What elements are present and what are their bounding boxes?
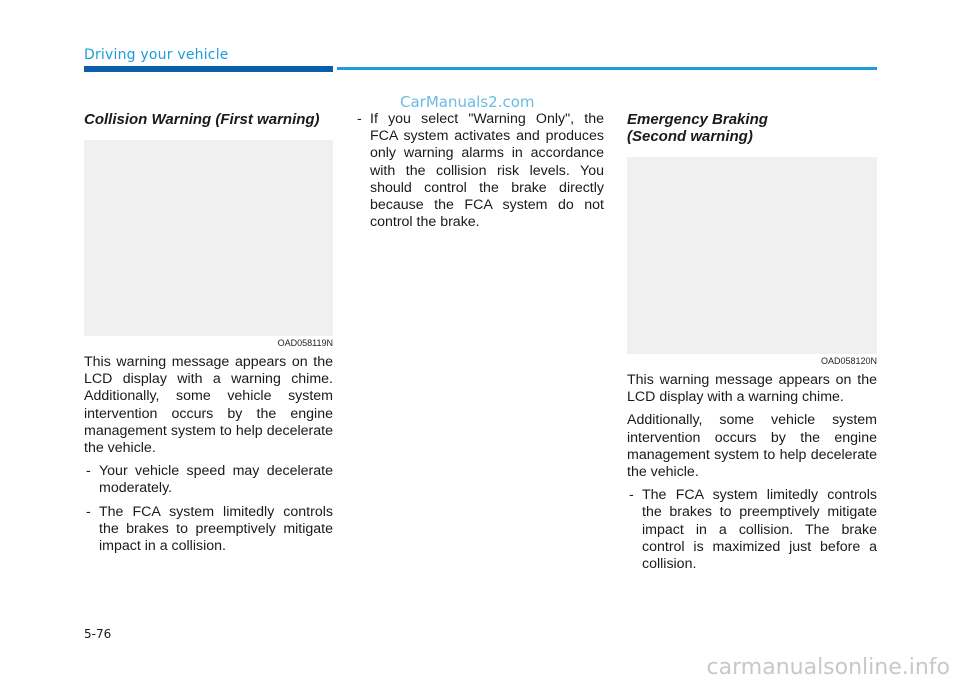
list-item	[627, 487, 877, 573]
column-2	[355, 111, 604, 237]
header-rule-light	[337, 67, 877, 70]
list-item-text: Your vehicle speed may decelerate moderately.	[99, 463, 333, 497]
collision-warning-paragraph: This warning message appears on the LCD display with a warning chime. Additionally, some vehicle system intervention occurs by the engine management system to help decelerate the vehicle.	[84, 354, 333, 457]
dash-marker: -	[86, 463, 91, 480]
dash-marker: -	[629, 487, 634, 504]
collision-warning-image	[84, 140, 333, 348]
heading-line-2: (Second warning)	[627, 128, 753, 145]
image-caption: OAD058120N	[820, 356, 877, 366]
emergency-braking-heading	[627, 111, 877, 145]
section-title: Driving your vehicle	[84, 47, 229, 63]
column-1	[84, 111, 333, 561]
collision-warning-heading: Collision Warning (First warning)	[84, 111, 320, 128]
dash-marker: -	[357, 111, 362, 127]
collision-warning-list	[84, 463, 333, 555]
emergency-braking-list	[627, 487, 877, 573]
heading-line-1: Emergency Braking	[627, 111, 768, 128]
emergency-braking-paragraph-2: Additionally, some vehicle system intervention occurs by the engine management system to help decelerate the vehicle.	[627, 412, 877, 481]
warning-only-list	[355, 111, 604, 231]
header-rule-dark	[84, 66, 333, 72]
page-number: 5-76	[84, 627, 112, 641]
image-caption: OAD058119N	[277, 338, 333, 348]
list-item	[84, 463, 333, 497]
watermark-bottom[interactable]: carmanualsonline.info	[706, 655, 950, 680]
emergency-braking-image	[627, 157, 877, 366]
list-item-text: The FCA system limitedly controls the brakes to preemptively mitigate impact in a collision.	[99, 503, 333, 555]
list-item	[355, 111, 604, 231]
watermark-top[interactable]: CarManuals2.com	[400, 93, 535, 111]
emergency-braking-paragraph-1: This warning message appears on the LCD display with a warning chime.	[627, 372, 877, 406]
column-3	[627, 111, 877, 579]
dash-marker: -	[86, 503, 91, 520]
list-item-text: If you select "Warning Only", the FCA system activates and produces only warning alarms in accordance with the collision risk levels. You should control the brake directly because the FCA system do not control the brake.	[370, 111, 604, 231]
list-item-text: The FCA system limitedly controls the brakes to preemptively mitigate impact in a collision. The brake control is maximized just before a collision.	[642, 487, 877, 573]
list-item	[84, 504, 333, 556]
